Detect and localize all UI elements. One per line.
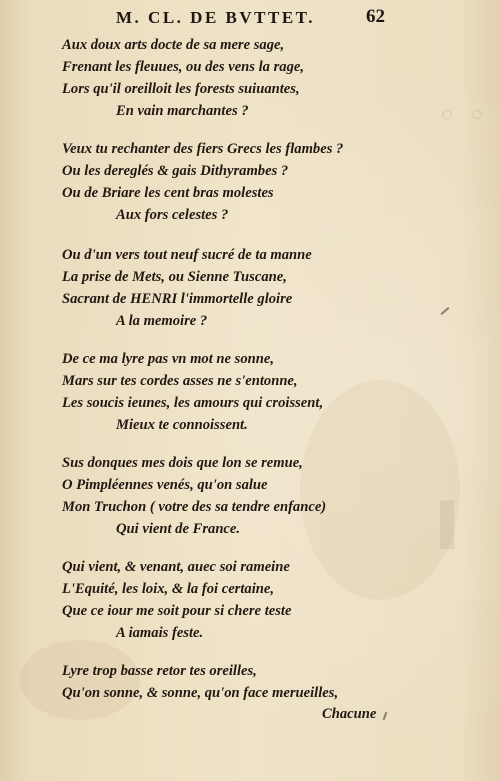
verse-line-short: A la memoire ?	[116, 313, 208, 329]
verse-line-short: Mieux te connoissent.	[116, 417, 248, 433]
verse-line: Mon Truchon ( votre des sa tendre enfance)	[62, 499, 327, 515]
verse-line: Qui vient, & venant, auec soi rameine	[62, 559, 290, 575]
verse-line: Qu'on sonne, & sonne, qu'on face merueilles,	[62, 685, 339, 701]
verse-line: L'Equité, les loix, & la foi certaine,	[62, 581, 275, 597]
verse-line: Sacrant de HENRI l'immortelle gloire	[62, 291, 293, 307]
stanza-1	[62, 34, 392, 122]
verse-line-short: En vain marchantes ?	[116, 103, 249, 119]
verse-line: Ou les dereglés & gais Dithyrambes ?	[62, 163, 289, 179]
verse-line: Frenant les fleuues, ou des vens la rage,	[62, 59, 305, 75]
verse-line: De ce ma lyre pas vn mot ne sonne,	[62, 351, 274, 367]
verse-line: O Pimpléennes venés, qu'on salue	[62, 477, 268, 493]
verse-line: Lors qu'il oreilloit les forests suiuantes,	[62, 81, 300, 97]
stanza-5	[62, 452, 392, 540]
catchword: Chacune	[322, 706, 377, 722]
stanza-7	[62, 660, 392, 704]
verse-line: Aux doux arts docte de sa mere sage,	[62, 37, 285, 53]
stanza-3	[62, 244, 392, 332]
verse-line: Les soucis ieunes, les amours qui croissent,	[62, 395, 324, 411]
verse-line: Sus donques mes dois que lon se remue,	[62, 455, 303, 471]
ink-mark	[383, 712, 388, 720]
verse-line-short: Aux fors celestes ?	[116, 207, 229, 223]
ink-mark	[441, 307, 450, 315]
running-title: M. CL. DE BVTTET.	[116, 8, 315, 27]
verse-line-short: A iamais feste.	[116, 625, 204, 641]
stanza-2	[62, 138, 392, 226]
verse-line: La prise de Mets, ou Sienne Tuscane,	[62, 269, 287, 285]
show-through: ◦ ◦	[440, 91, 488, 136]
verse-line: Ou de Briare les cent bras molestes	[62, 185, 274, 201]
stanza-4	[62, 348, 392, 436]
verse-line: Lyre trop basse retor tes oreilles,	[62, 663, 257, 679]
page-number: 62	[366, 6, 385, 27]
show-through: ▌	[440, 501, 472, 546]
page-header	[0, 6, 500, 32]
verse-line: Ou d'un vers tout neuf sucré de ta manne	[62, 247, 312, 263]
verse-line-short: Qui vient de France.	[116, 521, 241, 537]
stanza-6	[62, 556, 392, 644]
verse-line: Mars sur tes cordes asses ne s'entonne,	[62, 373, 298, 389]
verse-line: Veux tu rechanter des fiers Grecs les flambes ?	[62, 141, 344, 157]
verse-line: Que ce iour me soit pour si chere teste	[62, 603, 292, 619]
